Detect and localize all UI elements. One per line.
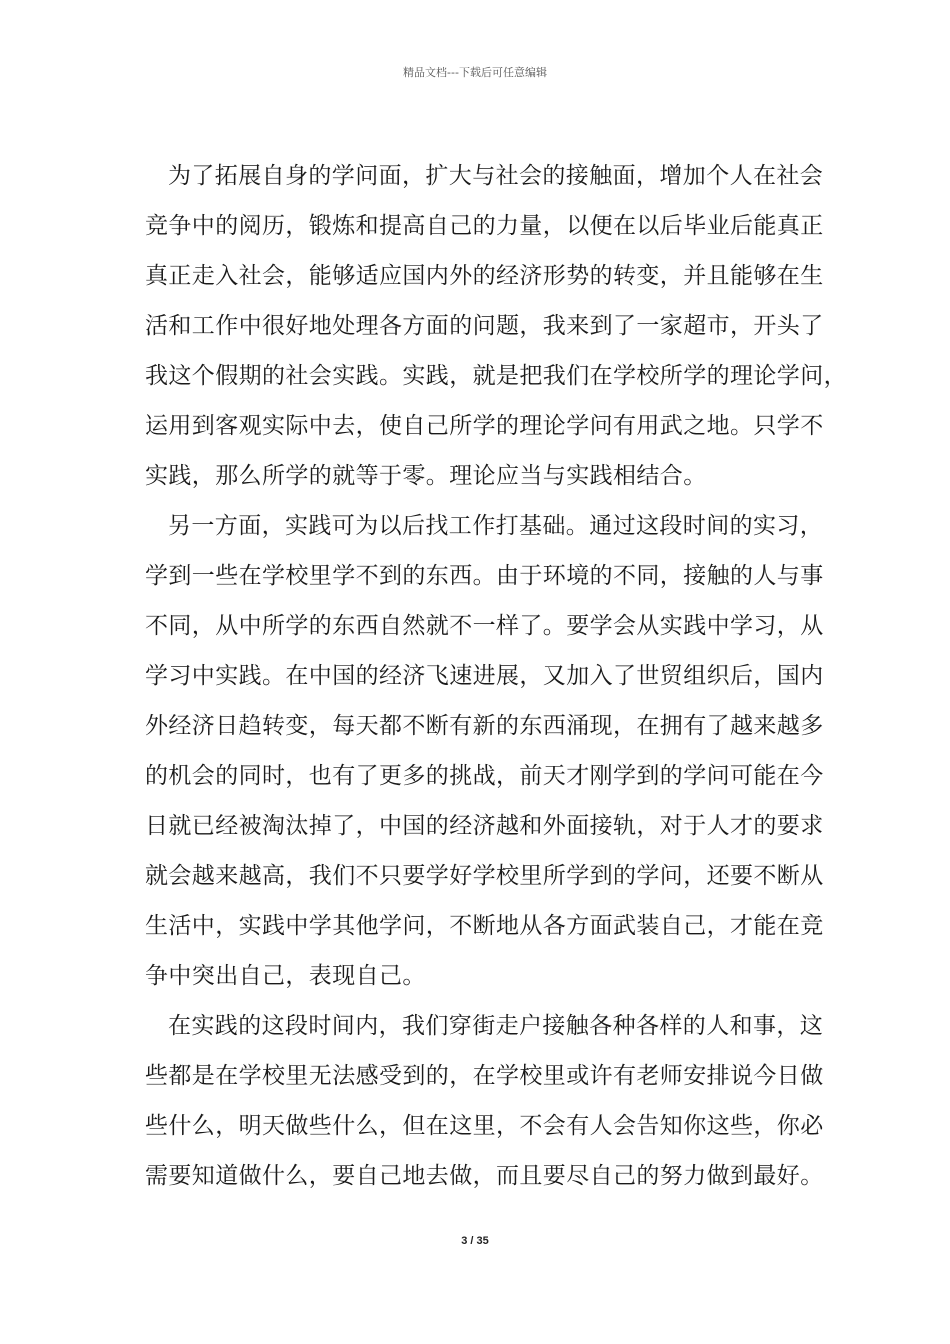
text-line: 日就已经被淘汰掉了，中国的经济越和外面接轨，对于人才的要求 [145,813,824,839]
text-line: 为了拓展自身的学问面，扩大与社会的接触面，增加个人在社会 [168,163,824,189]
text-line: 的机会的同时，也有了更多的挑战，前天才刚学到的学问可能在今 [145,763,824,789]
text-line: 需要知道做什么，要自己地去做，而且要尽自己的努力做到最好。 [145,1163,824,1189]
text-line: 另一方面，实践可为以后找工作打基础。通过这段时间的实习， [168,513,824,539]
text-line: 真正走入社会，能够适应国内外的经济形势的转变，并且能够在生 [145,263,824,289]
text-line: 生活中，实践中学其他学问，不断地从各方面武装自己，才能在竞 [145,913,824,939]
text-line: 活和工作中很好地处理各方面的问题，我来到了一家超市，开头了 [145,313,824,339]
text-line: 学习中实践。在中国的经济飞速进展，又加入了世贸组织后，国内 [145,663,824,689]
text-line: 我这个假期的社会实践。实践，就是把我们在学校所学的理论学问， [145,363,847,389]
paragraph-3 [145,1001,824,1201]
text-line: 运用到客观实际中去，使自己所学的理论学问有用武之地。只学不 [145,413,824,439]
text-line: 外经济日趋转变，每天都不断有新的东西涌现，在拥有了越来越多 [145,713,824,739]
text-line: 竞争中的阅历，锻炼和提高自己的力量，以便在以后毕业后能真正 [145,213,824,239]
paragraph-1 [145,151,847,501]
text-line: 学到一些在学校里学不到的东西。由于环境的不同，接触的人与事 [145,563,824,589]
page-header: 精品文档---下载后可任意编辑 [403,66,547,79]
text-line: 不同，从中所学的东西自然就不一样了。要学会从实践中学习，从 [145,613,824,639]
paragraph-2 [145,501,824,1001]
document-body [145,151,847,1201]
text-line: 就会越来越高，我们不只要学好学校里所学到的学问，还要不断从 [145,863,824,889]
text-line: 些什么，明天做些什么，但在这里，不会有人会告知你这些，你必 [145,1113,824,1139]
text-line: 实践，那么所学的就等于零。理论应当与实践相结合。 [145,463,707,489]
text-line: 些都是在学校里无法感受到的，在学校里或许有老师安排说今日做 [145,1063,824,1089]
text-line: 在实践的这段时间内，我们穿街走户接触各种各样的人和事，这 [168,1013,824,1039]
page-number: 3 / 35 [461,1235,489,1247]
text-line: 争中突出自己，表现自己。 [145,963,426,989]
